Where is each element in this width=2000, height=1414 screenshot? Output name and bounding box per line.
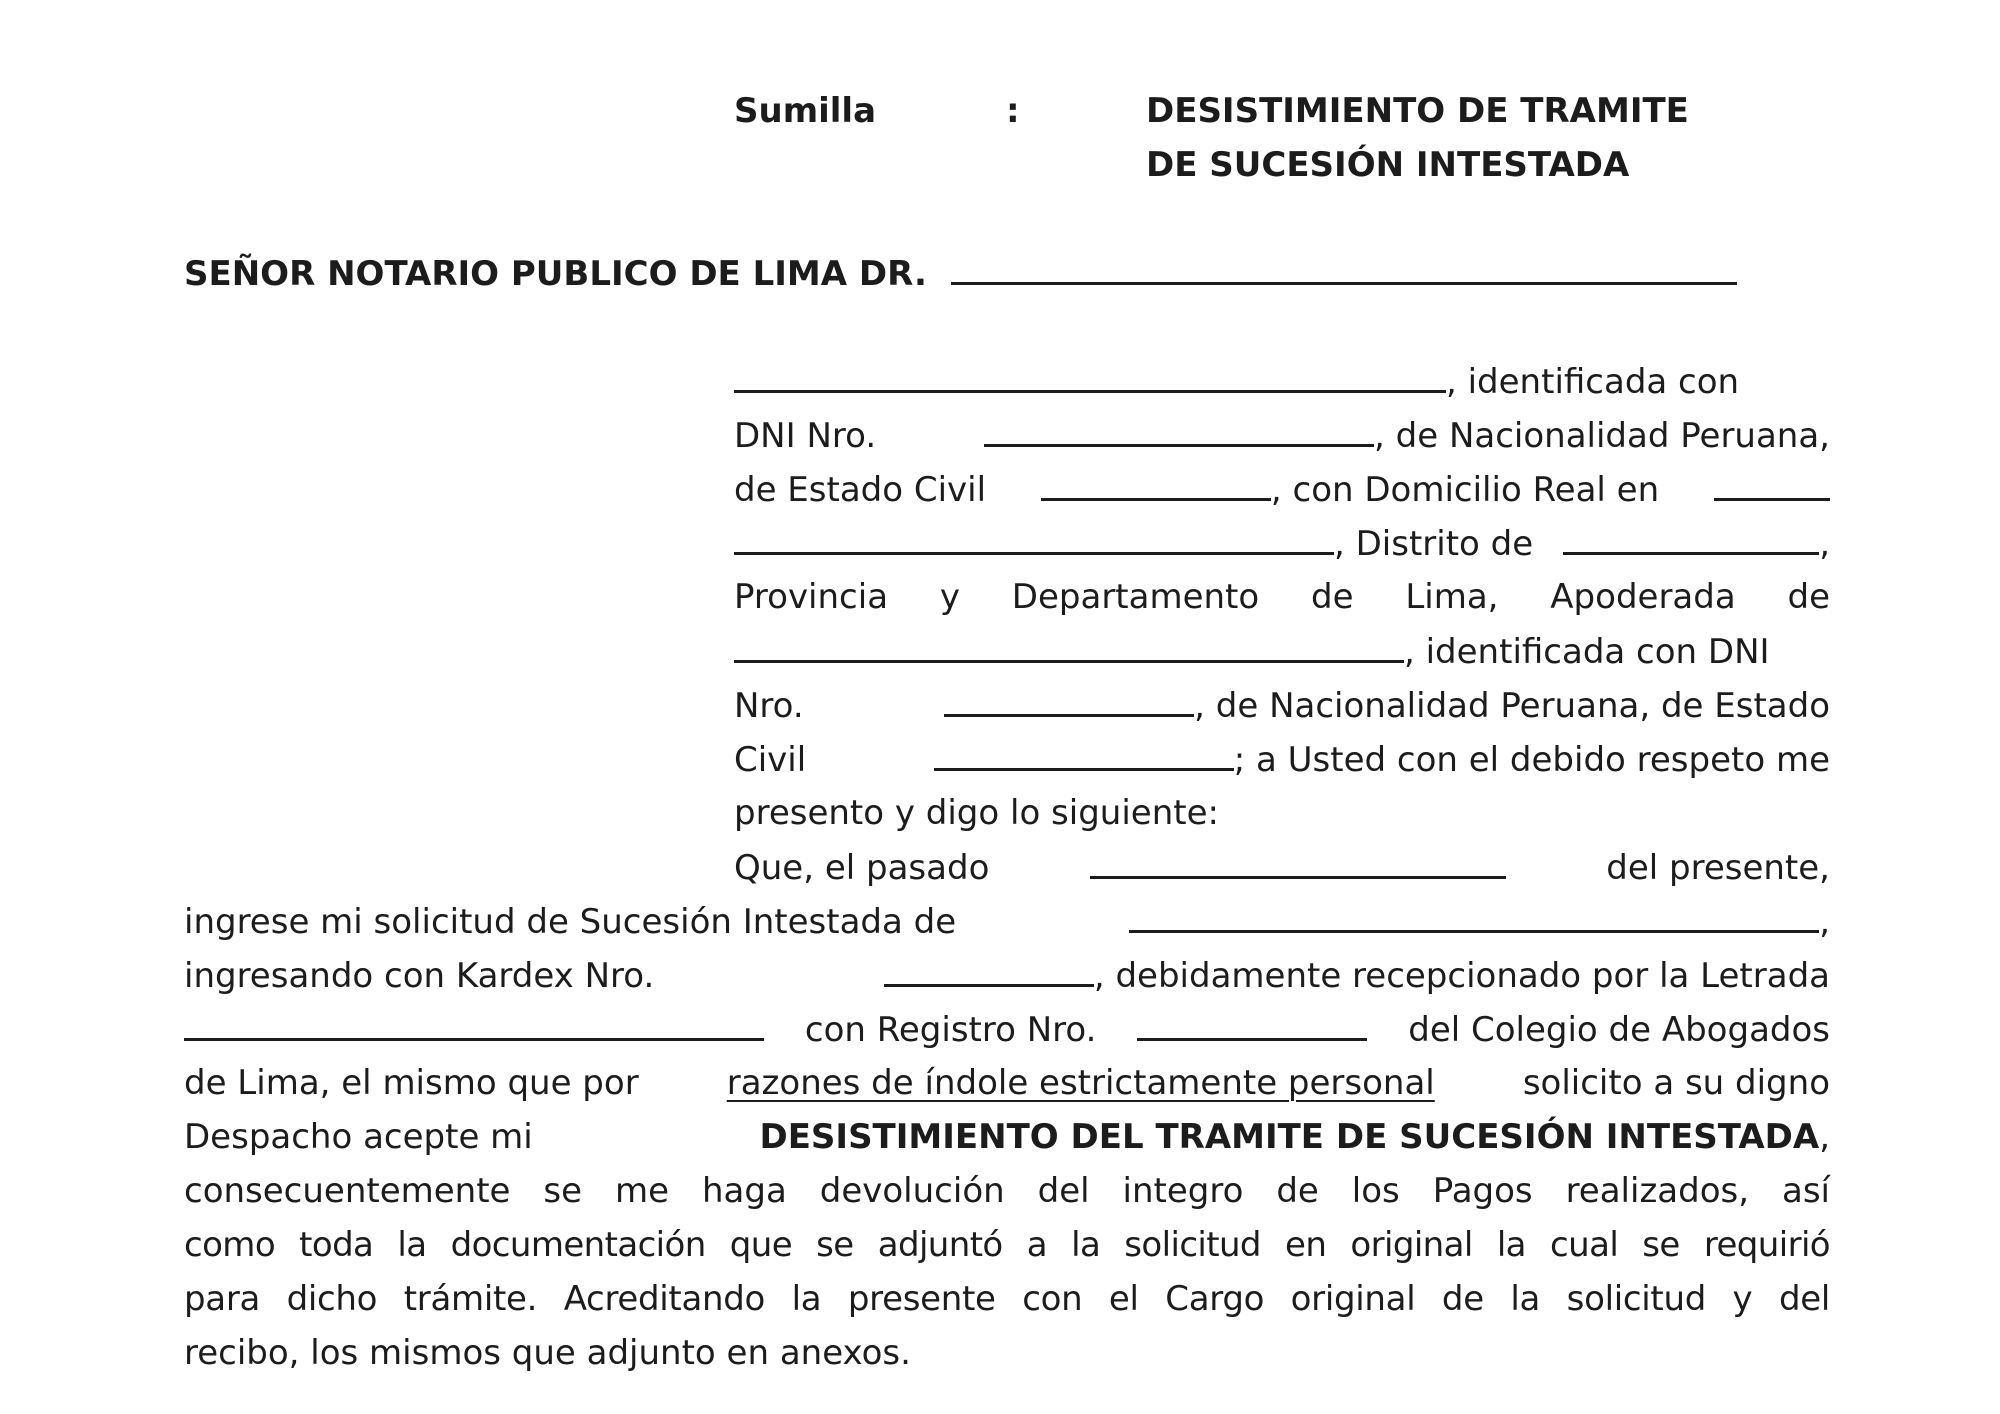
intro-comma-4: , — [1819, 524, 1830, 564]
intro-line-6 — [734, 624, 1830, 678]
applicant-name-blank[interactable] — [734, 354, 1446, 393]
intro-text-7: , de Nacionalidad Peruana, de Estado — [1194, 686, 1830, 726]
address-blank[interactable] — [734, 516, 1334, 555]
intro-line-3 — [734, 462, 1830, 516]
intro-text-8: ; a Usted con el debido respeto me — [1233, 740, 1830, 780]
sumilla-colon: : — [1006, 91, 1020, 131]
body-comma-11: , — [1819, 902, 1830, 942]
lawyer-name-blank[interactable] — [184, 1002, 764, 1041]
intro-text-3: , con Domicilio Real en — [1270, 470, 1660, 510]
intro-text-6: , identificada con DNI — [1404, 632, 1770, 672]
registry-number-blank[interactable] — [1137, 1002, 1367, 1041]
addressee-text: SEÑOR NOTARIO PUBLICO DE LIMA DR. — [184, 254, 927, 294]
intro-line-4 — [734, 516, 1830, 570]
principal-dni-blank[interactable] — [944, 678, 1194, 717]
intro-line-2 — [734, 408, 1830, 462]
nro-label: Nro. — [734, 686, 804, 726]
body-text-13b: del Colegio de Abogados — [1408, 1010, 1830, 1050]
intro-text-1: , identificada con — [1446, 362, 1740, 402]
district-blank[interactable] — [1563, 516, 1819, 555]
bold-desistimiento: DESISTIMIENTO DEL TRAMITE DE SUCESIÓN INTESTADA — [759, 1117, 1820, 1157]
civil-label: Civil — [734, 740, 807, 780]
addressee-line — [184, 246, 1737, 300]
body-line-11 — [184, 894, 1830, 948]
sumilla-title-line-2: DE SUCESIÓN INTESTADA — [1146, 145, 1630, 185]
intro-line-1 — [734, 354, 1830, 408]
body-text-15a: Despacho acepte mi — [184, 1117, 533, 1157]
intro-line-9: presento y digo lo siguiente: — [734, 793, 1219, 833]
dni-label: DNI Nro. — [734, 416, 877, 456]
sumilla-label: Sumilla — [734, 91, 877, 131]
notary-name-blank[interactable] — [951, 246, 1737, 285]
principal-civil-blank[interactable] — [934, 732, 1234, 771]
underlined-reason: razones de índole estrictamente personal — [726, 1063, 1435, 1103]
body-line-14 — [184, 1056, 1830, 1110]
body-line-18: para dicho trámite. Acreditando la presente con el Cargo original de la solicitud y del — [184, 1279, 1830, 1319]
intro-line-5: Provincia y Departamento de Lima, Apoderada de — [734, 577, 1830, 617]
date-blank[interactable] — [1090, 840, 1506, 879]
body-line-13 — [184, 1002, 1830, 1056]
address-blank-start[interactable] — [1714, 462, 1830, 501]
principal-name-blank[interactable] — [734, 624, 1404, 663]
body-text-14b: solicito a su digno — [1522, 1063, 1830, 1103]
kardex-blank[interactable] — [884, 948, 1094, 987]
district-label: , Distrito de — [1334, 524, 1534, 564]
body-text-12a: ingresando con Kardex Nro. — [184, 956, 655, 996]
body-line-12 — [184, 948, 1830, 1002]
deceased-name-blank[interactable] — [1129, 894, 1819, 933]
body-text-10a: Que, el pasado — [734, 848, 990, 888]
body-text-14a: de Lima, el mismo que por — [184, 1063, 639, 1103]
body-line-10 — [734, 840, 1830, 894]
body-line-16: consecuentemente se me haga devolución del integro de los Pagos realizados, así — [184, 1171, 1830, 1211]
body-line-15 — [184, 1110, 1830, 1164]
civil-state-label: de Estado Civil — [734, 470, 987, 510]
intro-line-8 — [734, 732, 1830, 786]
body-text-10b: del presente, — [1606, 848, 1830, 888]
sumilla-title-line-1: DESISTIMIENTO DE TRAMITE — [1146, 91, 1689, 131]
intro-text-2: , de Nacionalidad Peruana, — [1374, 416, 1830, 456]
body-text-12b: , debidamente recepcionado por la Letrada — [1093, 956, 1830, 996]
body-line-17: como toda la documentación que se adjuntó a la solicitud en original la cual se requirió — [184, 1225, 1830, 1265]
body-text-11: ingrese mi solicitud de Sucesión Intestada de — [184, 902, 957, 942]
dni-blank[interactable] — [984, 408, 1374, 447]
body-text-13a: con Registro Nro. — [804, 1010, 1097, 1050]
body-line-19: recibo, los mismos que adjunto en anexos. — [184, 1333, 911, 1373]
intro-line-7 — [734, 678, 1830, 732]
civil-state-blank[interactable] — [1041, 462, 1271, 501]
body-comma-15: , — [1819, 1117, 1830, 1157]
